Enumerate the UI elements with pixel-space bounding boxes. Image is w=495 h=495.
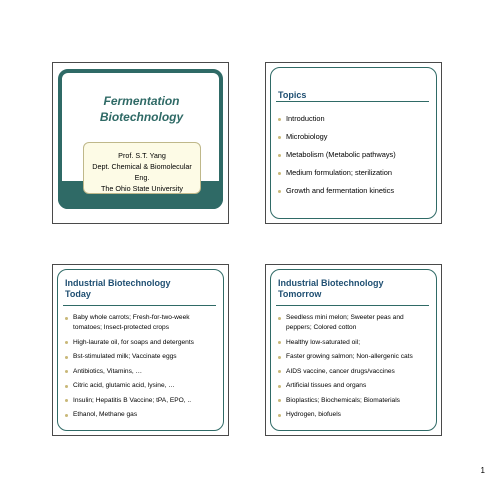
list-item-text: Hydrogen, biofuels [286,411,341,418]
list-item [65,381,222,391]
author-box [83,142,201,194]
bullet-icon [278,154,281,157]
heading-line-2: Today [65,289,91,299]
heading-rule [63,305,216,306]
list-item-text: Artificial tissues and organs [286,382,367,389]
list-item [65,313,222,333]
heading-line-1: Industrial Biotechnology [278,278,384,288]
list-item-text: Medium formulation; sterilization [286,168,392,177]
author-university: The Ohio State University [101,184,183,193]
list-item [65,396,222,406]
list-item [278,381,435,391]
bullet-icon [65,414,68,417]
list-item [278,186,435,196]
list-item [278,338,435,348]
list-item-text: Microbiology [286,132,328,141]
bullet-icon [278,118,281,121]
bullet-icon [65,341,68,344]
list-item [65,410,222,420]
list-item-text: Ethanol, Methane gas [73,411,138,418]
list-item-text-line: Baby whole carrots; Fresh-for-two-week [73,314,190,321]
bullet-icon [278,385,281,388]
list-item-text: AIDS vaccine, cancer drugs/vaccines [286,367,395,375]
list-item-text-line: peppers; Colored cotton [286,324,357,331]
list-item [278,150,435,160]
list-item-text: High-laurate oil, for soaps and detergents [73,338,194,346]
list-item [278,313,435,333]
heading-rule [276,101,429,102]
list-item [278,168,435,178]
list-item [278,352,435,362]
bullet-icon [65,399,68,402]
bullet-icon [278,341,281,344]
slide-tomorrow [265,264,442,436]
bullet-icon [65,356,68,359]
list-item [278,410,435,420]
bullet-icon [278,356,281,359]
slide-heading [278,278,433,300]
list-item-text: Bst-stimulated milk; Vaccinate eggs [73,353,177,360]
bullet-icon [278,172,281,175]
bullet-icon [278,190,281,193]
list-item [278,396,435,406]
bullet-icon [278,370,281,373]
bullet-icon [278,399,281,402]
list-item [65,338,222,348]
bullet-icon [278,414,281,417]
title-line-1: Fermentation [103,94,180,108]
bullet-icon [278,317,281,320]
bullet-icon [65,317,68,320]
bullet-icon [278,136,281,139]
topics-list [278,114,435,204]
author-dept: Dept. Chemical & Biomolecular Eng. [92,162,192,182]
list-item-text-line: Seedless mini melon; Sweeter peas and [286,314,404,321]
list-item [278,132,435,142]
list-item-text: Introduction [286,114,325,123]
list-item-text: Antibiotics, Vitamins, … [73,367,143,375]
list-item-text: Faster growing salmon; Non-allergenic cats [286,353,413,360]
page-number: 1 [480,466,485,475]
list-item-text: Bioplastics; Biochemicals; Biomaterials [286,396,400,404]
slide-title [52,62,229,224]
today-list [65,313,222,425]
slide-today [52,264,229,436]
list-item [65,367,222,377]
bullet-icon [65,370,68,373]
author-name: Prof. S.T. Yang [118,151,166,160]
slide-topics [265,62,442,224]
list-item-text: Healthy low-saturated oil; [286,338,361,346]
list-item-text: Insulin; Hepatitis B Vaccine; tPA, EPO, .. [73,396,192,404]
heading-line-2: Tomorrow [278,289,322,299]
heading-line-1: Industrial Biotechnology [65,278,171,288]
list-item-text-line: tomatoes; Insect-protected crops [73,324,170,331]
heading-rule [276,305,429,306]
list-item-text: Metabolism (Metabolic pathways) [286,150,396,159]
list-item-text: Growth and fermentation kinetics [286,186,395,195]
list-item-text: Citric acid, glutamic acid, lysine, … [73,382,175,389]
slide-heading [65,278,220,300]
title-line-2: Biotechnology [99,110,184,124]
heading-text: Topics [278,90,307,100]
tomorrow-list [278,313,435,425]
list-item [65,352,222,362]
bullet-icon [65,385,68,388]
slide-heading [278,90,433,101]
list-item [278,367,435,377]
list-item [278,114,435,124]
presentation-title [53,93,230,125]
